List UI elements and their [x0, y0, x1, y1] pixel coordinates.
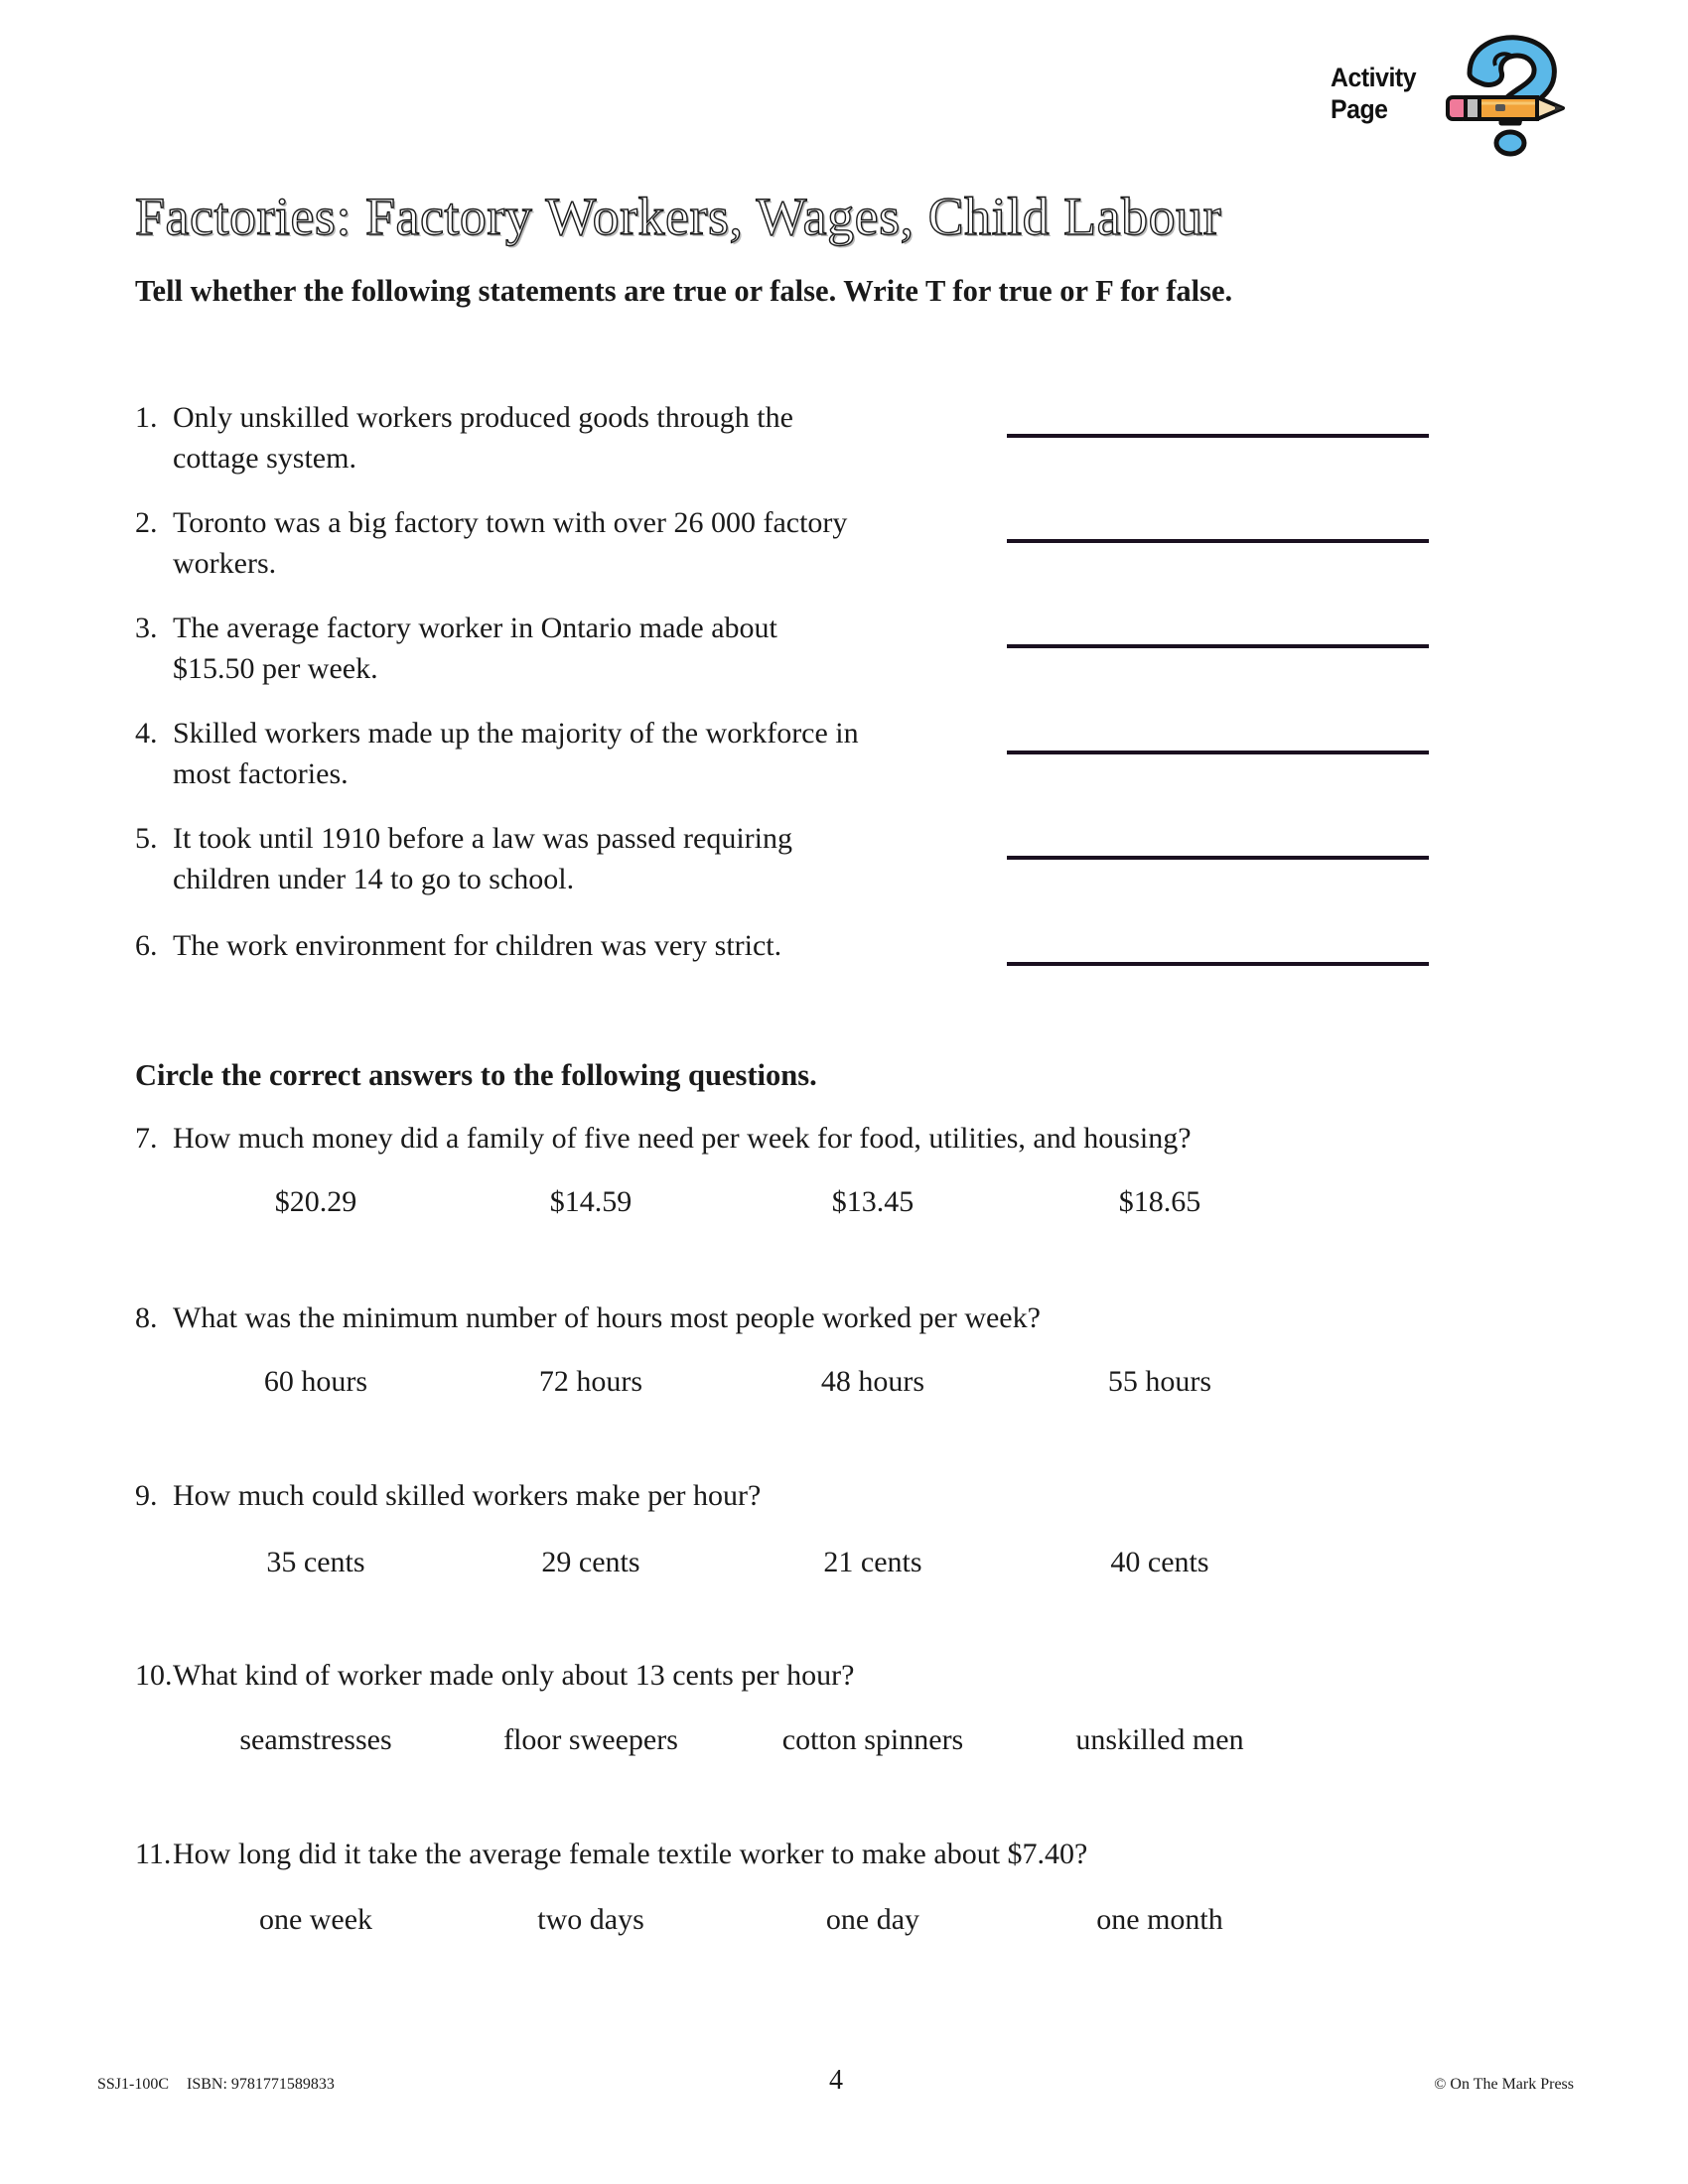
answer-line-2[interactable] [1007, 539, 1429, 543]
option-d[interactable]: $18.65 [1118, 1185, 1201, 1218]
activity-label: Activity [1331, 63, 1417, 92]
mc-question-11 [135, 1835, 1087, 1874]
multiple-choice-instruction: Circle the correct answers to the following questions. [135, 1058, 817, 1092]
mc-options-9 [0, 1543, 1688, 1582]
option-b[interactable]: 29 cents [541, 1546, 640, 1578]
option-a[interactable]: 35 cents [266, 1546, 365, 1578]
answer-line-3[interactable] [1007, 644, 1429, 648]
tf-item-6 [135, 925, 969, 966]
item-text-line2: most factories. [173, 757, 349, 790]
question-number: 9. [135, 1479, 158, 1512]
item-text-line1: Skilled workers made up the majority of the workforce in [173, 717, 859, 750]
option-d[interactable]: unskilled men [1075, 1723, 1244, 1756]
item-text-line2: children under 14 to go to school. [173, 863, 575, 895]
item-text-line2: $15.50 per week. [173, 652, 378, 685]
question-mark-pencil-icon [1430, 32, 1569, 159]
question-text: What kind of worker made only about 13 cents per hour? [173, 1659, 855, 1692]
mc-question-9 [135, 1476, 761, 1516]
isbn: ISBN: 9781771589833 [187, 2076, 335, 2093]
mc-question-8 [135, 1298, 1041, 1338]
page-title: Factories: Factory Workers, Wages, Child Labour [135, 187, 1222, 246]
item-number: 5. [135, 822, 158, 855]
tf-item-4 [135, 713, 969, 794]
question-number: 8. [135, 1301, 158, 1334]
option-d[interactable]: 55 hours [1107, 1365, 1212, 1398]
option-a[interactable]: 60 hours [263, 1365, 368, 1398]
item-text-line1: The work environment for children was very strict. [173, 929, 782, 962]
option-a[interactable]: seamstresses [239, 1723, 392, 1756]
page-number: 4 [829, 2065, 843, 2096]
tf-item-2 [135, 502, 969, 584]
tf-item-3 [135, 608, 969, 689]
option-a[interactable]: $20.29 [274, 1185, 357, 1218]
item-number: 1. [135, 401, 158, 434]
option-d[interactable]: one month [1096, 1903, 1223, 1936]
tf-item-5 [135, 818, 969, 899]
option-b[interactable]: $14.59 [549, 1185, 633, 1218]
question-number: 10. [135, 1659, 173, 1692]
activity-page-label [1331, 62, 1416, 125]
answer-line-4[interactable] [1007, 751, 1429, 754]
page-label: Page [1331, 94, 1388, 124]
mc-question-7 [135, 1119, 1192, 1159]
item-text-line1: The average factory worker in Ontario made about [173, 612, 777, 644]
question-text: What was the minimum number of hours most people worked per week? [173, 1301, 1041, 1334]
option-b[interactable]: two days [537, 1903, 644, 1936]
item-text-line2: workers. [173, 547, 277, 580]
answer-line-6[interactable] [1007, 962, 1429, 966]
item-text-line2: cottage system. [173, 442, 356, 475]
option-b[interactable]: 72 hours [538, 1365, 643, 1398]
tf-item-1 [135, 397, 969, 478]
question-number: 7. [135, 1122, 158, 1155]
mc-options-7 [0, 1182, 1688, 1222]
item-text-line1: Only unskilled workers produced goods through the [173, 401, 793, 434]
item-text-line1: Toronto was a big factory town with over 26 000 factory [173, 506, 848, 539]
mc-options-11 [0, 1900, 1688, 1940]
option-b[interactable]: floor sweepers [503, 1723, 678, 1756]
option-a[interactable]: one week [258, 1903, 373, 1936]
question-number: 11. [135, 1838, 172, 1870]
mc-options-10 [0, 1720, 1688, 1760]
mc-options-8 [0, 1362, 1688, 1402]
option-c[interactable]: one day [825, 1903, 920, 1936]
option-c[interactable]: $13.45 [831, 1185, 914, 1218]
option-c[interactable]: cotton spinners [781, 1723, 964, 1756]
footer-publication-info [97, 2075, 352, 2095]
option-c[interactable]: 48 hours [820, 1365, 925, 1398]
product-code: SSJ1-100C [97, 2076, 170, 2093]
item-number: 6. [135, 929, 158, 962]
true-false-instruction: Tell whether the following statements are true or false. Write T for true or F for false. [135, 274, 1233, 308]
item-text-line1: It took until 1910 before a law was passed requiring [173, 822, 793, 855]
copyright: © On The Mark Press [1434, 2076, 1574, 2093]
item-number: 3. [135, 612, 158, 644]
question-text: How much could skilled workers make per hour? [173, 1479, 762, 1512]
question-text: How much money did a family of five need per week for food, utilities, and housing? [173, 1122, 1192, 1155]
mc-question-10 [135, 1656, 854, 1696]
question-text: How long did it take the average female textile worker to make about $7.40? [173, 1838, 1088, 1870]
answer-line-5[interactable] [1007, 856, 1429, 860]
item-number: 4. [135, 717, 158, 750]
option-d[interactable]: 40 cents [1110, 1546, 1209, 1578]
item-number: 2. [135, 506, 158, 539]
answer-line-1[interactable] [1007, 434, 1429, 438]
option-c[interactable]: 21 cents [823, 1546, 922, 1578]
